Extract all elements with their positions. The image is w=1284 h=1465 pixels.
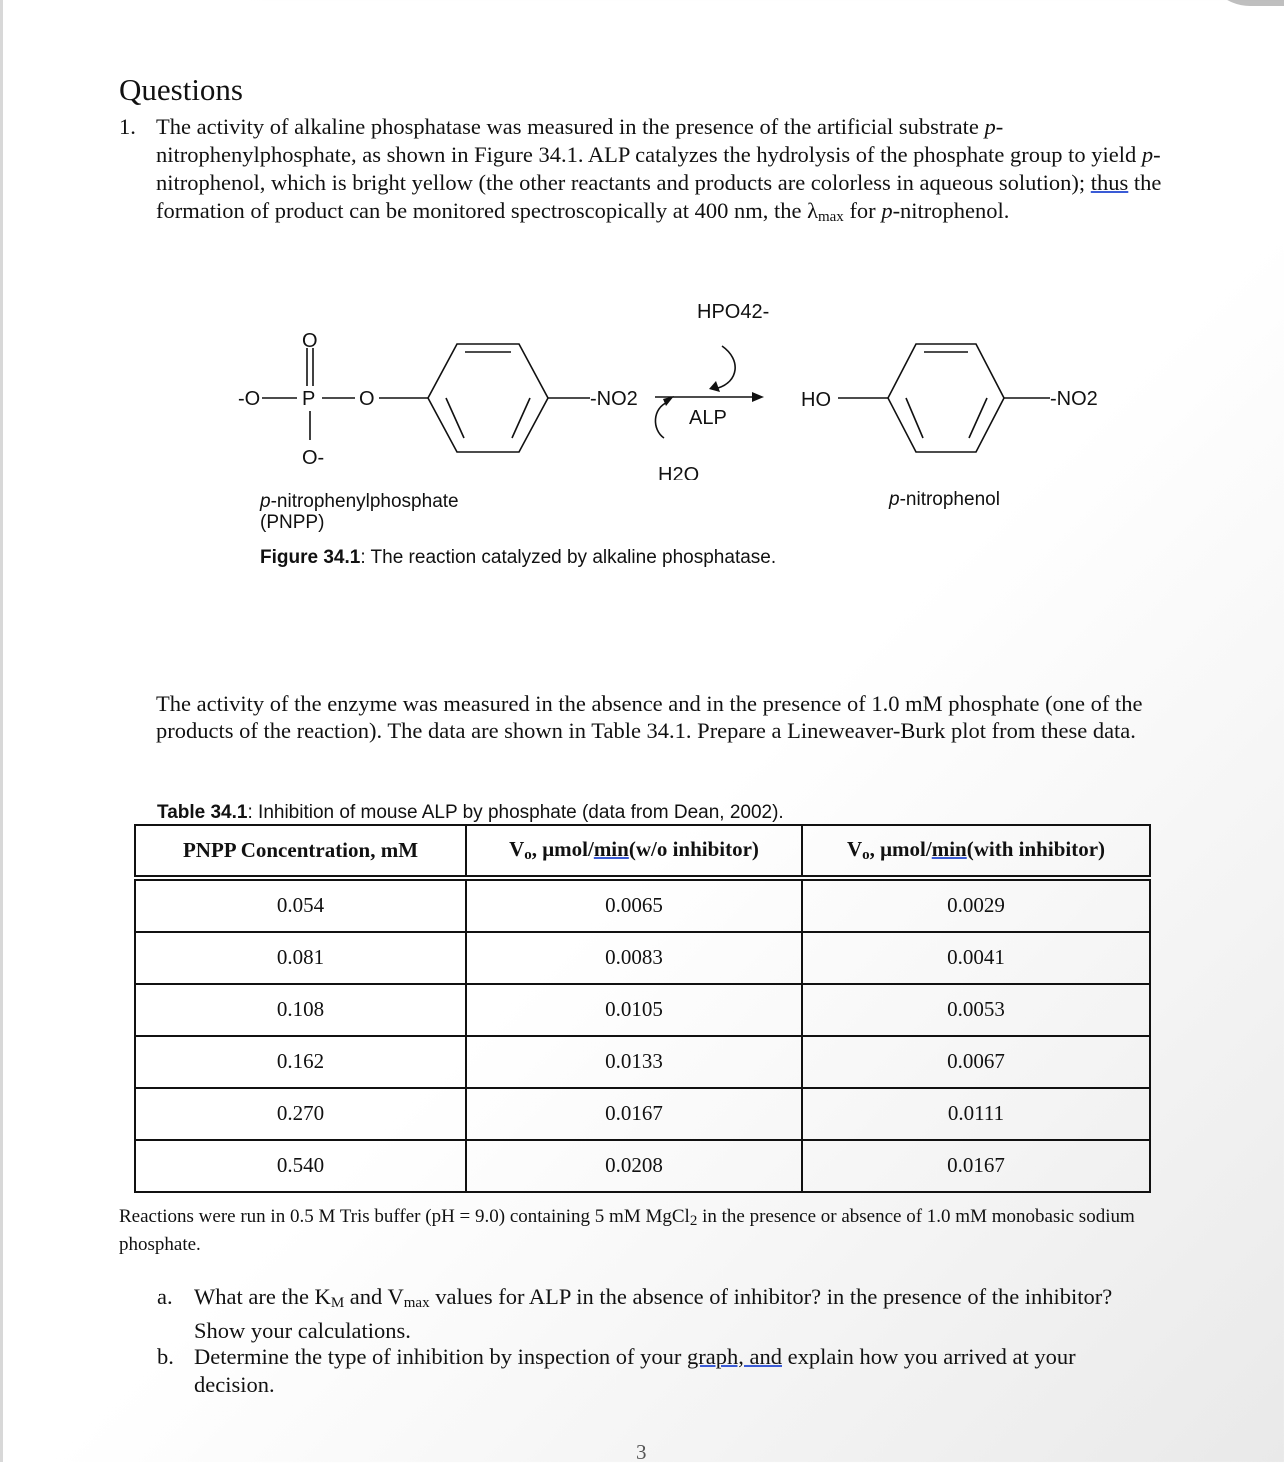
- header-v0-with: $V_o$, μmol/min(with inhibitor): [802, 825, 1150, 878]
- table-row: [135, 984, 1150, 1036]
- reagent-hpo4: HPO42-: [697, 301, 770, 323]
- cell-pnpp: 0.162: [135, 1036, 466, 1088]
- cell-v0-with: 0.0029: [802, 878, 1150, 932]
- grammar-underline: thus: [1090, 170, 1129, 195]
- data-table: [134, 824, 1151, 1193]
- header-pnpp: PNPP Concentration, mM: [135, 825, 466, 878]
- page-heading: Questions: [119, 72, 243, 107]
- reaction-scheme: [0, 280, 1284, 480]
- cell-v0-without: 0.0133: [466, 1036, 802, 1088]
- figure-caption: Figure 34.1: The reaction catalyzed by alkaline phosphatase.: [260, 547, 777, 568]
- cell-pnpp: 0.081: [135, 932, 466, 984]
- atom-o-minus-left: -O: [238, 388, 261, 410]
- table-row: [135, 932, 1150, 984]
- question-1: [119, 113, 1179, 231]
- paragraph-2: The activity of the enzyme was measured in the absence and in the presence of 1.0 mM phosphate (one of the products of the reaction). The data are shown in Table 34.1. Prepare a Lineweaver-Burk plot from these data.: [156, 691, 1143, 743]
- product-label: p-nitrophenol: [889, 489, 1000, 510]
- cell-v0-without: 0.0105: [466, 984, 802, 1036]
- cell-pnpp: 0.054: [135, 878, 466, 932]
- question-letter: b.: [157, 1344, 174, 1369]
- cell-v0-with: 0.0167: [802, 1140, 1150, 1192]
- table-row: [135, 878, 1150, 932]
- arrowhead-hpo4: [709, 381, 720, 392]
- arrowhead-main: [752, 392, 764, 402]
- cell-v0-with: 0.0111: [802, 1088, 1150, 1140]
- enzyme-alp: ALP: [689, 407, 727, 429]
- cell-pnpp: 0.270: [135, 1088, 466, 1140]
- cell-pnpp: 0.540: [135, 1140, 466, 1192]
- table-caption: Table 34.1: Inhibition of mouse ALP by phosphate (data from Dean, 2002).: [157, 802, 784, 823]
- group-no2-right: -NO2: [1050, 388, 1098, 410]
- page-number: 3: [636, 1440, 647, 1464]
- question-1b-text: Determine the type of inhibition by inspection of your graph, and explain how you arrived at your decision.: [194, 1344, 1076, 1397]
- atom-o-minus-bottom: O-: [302, 447, 325, 469]
- grammar-underline: graph, and: [687, 1344, 782, 1369]
- cell-v0-without: 0.0208: [466, 1140, 802, 1192]
- table-footnote: Reactions were run in 0.5 M Tris buffer (pH = 9.0) containing 5 mM MgCl$_2$ in the presence or absence of 1.0 mM monobasic sodium phosphate.: [119, 1206, 1135, 1255]
- table-row: [135, 1088, 1150, 1140]
- question-1a: [157, 1283, 1157, 1345]
- question-number: 1.: [119, 114, 136, 139]
- cell-pnpp: 0.108: [135, 984, 466, 1036]
- table-header-row: [135, 825, 1150, 878]
- hpo4-curved-arrow: [718, 346, 735, 388]
- h2o-curved-arrow: [655, 402, 668, 438]
- reagent-h2o: H2O: [658, 464, 700, 480]
- cell-v0-with: 0.0053: [802, 984, 1150, 1036]
- substrate-label: p-nitrophenylphosphate (PNPP): [260, 491, 459, 533]
- table-row: [135, 1036, 1150, 1088]
- question-1-text: The activity of alkaline phosphatase was measured in the presence of the artificial substrate p-nitrophenylphosphate, as shown in Figure 34.1. ALP catalyzes the hydrolysis of the phosphate group to yield p-nitrophenol, which is bright yellow (the other reactants and products are colorless in aqueous solution); thus the formation of product can be monitored spectroscopically at 400 nm, the $\lambda_{max}$ for p-nitrophenol.: [156, 114, 1162, 225]
- page-edge: [0, 0, 3, 1462]
- atom-o-bridge: O: [359, 388, 375, 410]
- group-ho: HO: [801, 389, 831, 411]
- group-no2-left: -NO2: [590, 388, 638, 410]
- cell-v0-without: 0.0083: [466, 932, 802, 984]
- atom-o-top: O: [302, 330, 318, 352]
- atom-p: P: [302, 388, 316, 410]
- page-corner-shadow: [1204, 0, 1284, 6]
- question-1a-text: What are the $K_M$ and $V_{max}$ values for ALP in the absence of inhibitor? in the presence of the inhibitor? Show your calculations.: [194, 1284, 1113, 1343]
- question-letter: a.: [157, 1284, 173, 1309]
- header-v0-without: $V_o$, μmol/min(w/o inhibitor): [466, 825, 802, 878]
- cell-v0-without: 0.0167: [466, 1088, 802, 1140]
- cell-v0-with: 0.0041: [802, 932, 1150, 984]
- cell-v0-without: 0.0065: [466, 878, 802, 932]
- table-row: [135, 1140, 1150, 1192]
- question-1b: [157, 1343, 1157, 1399]
- cell-v0-with: 0.0067: [802, 1036, 1150, 1088]
